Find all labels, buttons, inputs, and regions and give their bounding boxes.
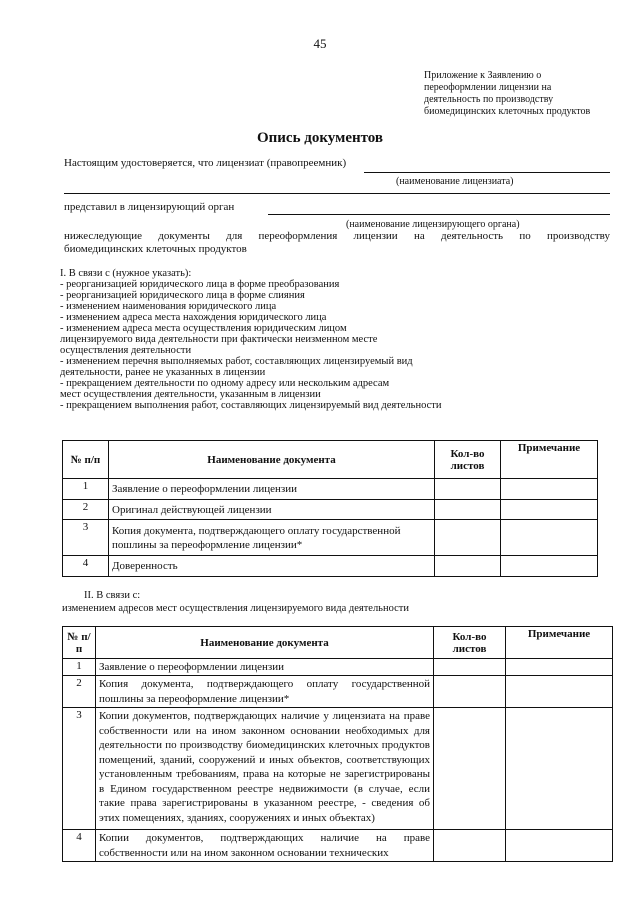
table-row — [63, 556, 598, 577]
row-count-cell[interactable] — [435, 500, 501, 520]
row-count-cell[interactable] — [435, 520, 501, 556]
row-name: Доверенность — [109, 556, 435, 577]
documents-table-1 — [62, 440, 598, 577]
list-item: - изменением адреса места осуществления юридическим лицом — [60, 323, 347, 334]
row-count-cell[interactable] — [434, 830, 506, 862]
authority-caption: (наименование лицензирующего органа) — [346, 219, 520, 230]
row-num: 1 — [63, 479, 109, 500]
page-number: 45 — [313, 36, 327, 51]
list-item: осуществления деятельности — [60, 345, 192, 356]
section-1-list — [60, 268, 441, 411]
table-row — [63, 479, 598, 500]
table-header-row — [63, 441, 598, 479]
appendix-line: Приложение к Заявлению о — [424, 70, 542, 81]
list-item: - реорганизацией юридического лица в форме слияния — [60, 290, 305, 301]
appendix-note — [424, 70, 624, 118]
header-name: Наименование документа — [96, 627, 434, 659]
appendix-line: переоформлении лицензии на — [424, 82, 552, 93]
list-item: лицензируемого вида деятельности при фактически неизменном месте — [60, 334, 378, 345]
header-count: Кол-во листов — [434, 627, 506, 659]
row-name: Копии документов, подтверждающих наличие у лицензиата на праве собственности или на ином законном основании необходимых для деятельности по производству биомедицинских клеточных продуктов помещений, зданий, сооружений и иных объектов, соответствующих установленным требованиям, права на которые не зарегистрированы в Едином государственном реестре недвижимости (в случае, если такие права зарегистрированы в указанном реестре, - сведения об этих помещениях, зданиях, сооружениях и иных объектах) — [96, 708, 434, 830]
row-num: 2 — [63, 500, 109, 520]
list-item: - реорганизацией юридического лица в форме преобразования — [60, 279, 340, 290]
row-num: 2 — [63, 676, 96, 708]
row-num: 3 — [63, 520, 109, 556]
row-name: Копия документа, подтверждающего оплату государственной пошлины за переоформление лицензии* — [109, 520, 435, 556]
table-row — [63, 520, 598, 556]
row-name: Копии документов, подтверждающих наличие на праве собственности или на ином законном основании технических — [96, 830, 434, 862]
row-name: Заявление о переоформлении лицензии — [96, 659, 434, 676]
row-name: Заявление о переоформлении лицензии — [109, 479, 435, 500]
section-heading: I. В связи с (нужное указать): — [60, 268, 192, 279]
row-num: 4 — [63, 830, 96, 862]
header-num: № п/п — [63, 627, 96, 659]
header-name: Наименование документа — [109, 441, 435, 479]
header-note: Примечание — [506, 627, 613, 659]
list-item: - изменением перечня выполняемых работ, составляющих лицензируемый вид — [60, 356, 413, 367]
row-note-cell[interactable] — [506, 676, 613, 708]
row-note-cell[interactable] — [501, 479, 598, 500]
certify-text: Настоящим удостоверяется, что лицензиат (правопреемник) — [64, 157, 347, 169]
submitted-text: представил в лицензирующий орган — [64, 201, 235, 213]
row-num: 4 — [63, 556, 109, 577]
list-item: мест осуществления деятельности, указанным в лицензии — [60, 389, 321, 400]
row-count-cell[interactable] — [435, 479, 501, 500]
row-count-cell[interactable] — [434, 659, 506, 676]
table-row — [63, 676, 613, 708]
table-row — [63, 659, 613, 676]
row-name: Оригинал действующей лицензии — [109, 500, 435, 520]
list-item: - прекращением деятельности по одному адресу или нескольким адресам — [60, 378, 390, 389]
licensee-name-line-2 — [64, 193, 610, 194]
row-count-cell[interactable] — [434, 676, 506, 708]
appendix-line: биомедицинских клеточных продуктов — [424, 106, 591, 117]
row-num: 3 — [63, 708, 96, 830]
list-item: - изменением наименования юридического лица — [60, 301, 277, 312]
row-note-cell[interactable] — [501, 556, 598, 577]
header-count: Кол-во листов — [435, 441, 501, 479]
row-name: Копия документа, подтверждающего оплату государственной пошлины за переоформление лицензии* — [96, 676, 434, 708]
row-note-cell[interactable] — [501, 520, 598, 556]
table-row — [63, 500, 598, 520]
appendix-line: деятельность по производству — [424, 94, 554, 105]
list-item: - изменением адреса места нахождения юридического лица — [60, 312, 327, 323]
purpose-text-line: нижеследующие документы для переоформления лицензии на деятельность по производству — [64, 230, 610, 242]
section-2-heading: II. В связи с: — [84, 590, 141, 601]
document-title: Опись документов — [256, 130, 384, 146]
row-note-cell[interactable] — [506, 708, 613, 830]
table-row — [63, 830, 613, 862]
row-note-cell[interactable] — [501, 500, 598, 520]
row-count-cell[interactable] — [434, 708, 506, 830]
list-item: - прекращением выполнения работ, составляющих лицензируемый вид деятельности — [60, 400, 442, 411]
row-num: 1 — [63, 659, 96, 676]
table-row — [63, 708, 613, 830]
table-header-row — [63, 627, 613, 659]
header-note: Примечание — [501, 441, 598, 479]
row-note-cell[interactable] — [506, 830, 613, 862]
row-note-cell[interactable] — [506, 659, 613, 676]
row-count-cell[interactable] — [435, 556, 501, 577]
licensee-name-line — [364, 172, 610, 173]
licensee-caption: (наименование лицензиата) — [396, 176, 514, 187]
header-num: № п/п — [63, 441, 109, 479]
documents-table-2 — [62, 626, 613, 862]
list-item: деятельности, ранее не указанных в лицензии — [60, 367, 266, 378]
section-2-reason: изменением адресов мест осуществления лицензируемого вида деятельности — [62, 603, 409, 614]
authority-name-line — [268, 214, 610, 215]
purpose-text-line: биомедицинских клеточных продуктов — [64, 243, 247, 255]
